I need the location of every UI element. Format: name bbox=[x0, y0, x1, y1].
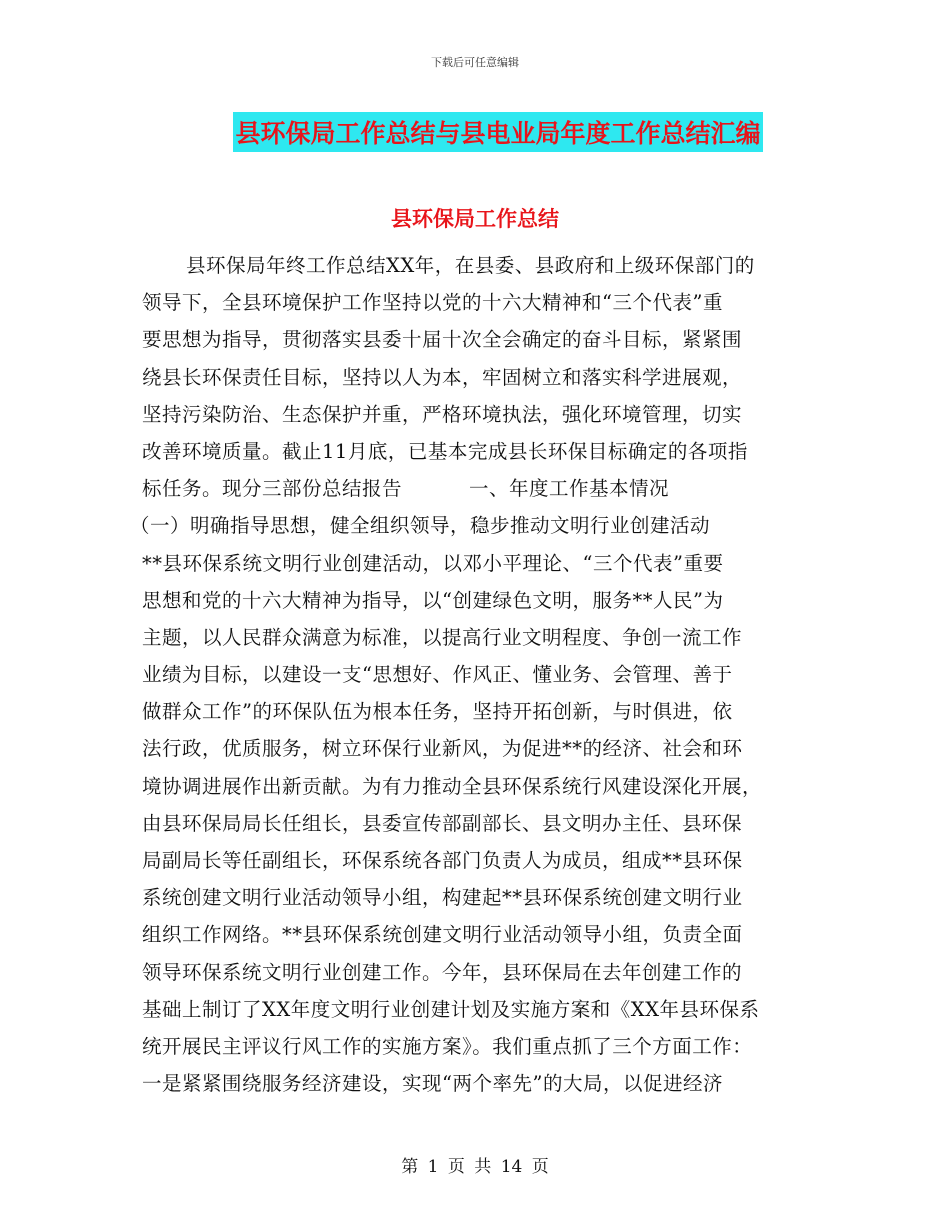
paragraph-line: 统开展民主评议行风工作的实施方案》。我们重点抓了三个方面工作： bbox=[142, 1034, 753, 1058]
paragraph-line: 领导环保系统文明行业创建工作。今年，县环保局在去年创建工作的 bbox=[142, 960, 743, 984]
paragraph-line: 绕县长环保责任目标，坚持以人为本，牢固树立和落实科学进展观， bbox=[142, 365, 743, 389]
paragraph-line: 一是紧紧围绕服务经济建设，实现“两个率先”的大局，以促进经济 bbox=[142, 1072, 723, 1096]
paragraph-line: 由县环保局局长任组长，县委宣传部副部长、县文明办主任、县环保 bbox=[142, 811, 743, 835]
paragraph-line: 标任务。现分三部份总结报告 一、年度工作基本情况 bbox=[142, 477, 669, 501]
paragraph-line: 县环保局年终工作总结XX年，在县委、县政府和上级环保部门的 bbox=[186, 254, 755, 277]
paragraph-line: 要思想为指导，贯彻落实县委十届十次全会确定的奋斗目标，紧紧围 bbox=[142, 328, 743, 352]
paragraph-line: 系统创建文明行业活动领导小组，构建起**县环保系统创建文明行业 bbox=[142, 886, 743, 910]
subsection-heading: （一）明确指导思想，健全组织领导，稳步推动文明行业创建活动 bbox=[130, 514, 711, 538]
paragraph-line: 境协调进展作出新贡献。为有力推动全县环保系统行风建设深化开展， bbox=[142, 774, 763, 798]
paragraph-line: 业绩为目标，以建设一支“思想好、作风正、懂业务、会管理、善于 bbox=[142, 663, 733, 687]
paragraph-line: 改善环境质量。截止11月底，已基本完成县长环保目标确定的各项指 bbox=[142, 439, 748, 463]
paragraph-line: 坚持污染防治、生态保护并重，严格环境执法，强化环境管理，切实 bbox=[142, 402, 743, 426]
section-title: 县环保局工作总结 bbox=[391, 207, 559, 231]
header-note: 下载后可任意编辑 bbox=[431, 56, 519, 69]
paragraph-line: 主题，以人民群众满意为标准，以提高行业文明程度、争创一流工作 bbox=[142, 625, 743, 649]
paragraph-line: 基础上制订了XX年度文明行业创建计划及实施方案和《XX年县环保系 bbox=[142, 997, 760, 1021]
paragraph-line: 思想和党的十六大精神为指导，以“创建绿色文明，服务**人民”为 bbox=[142, 588, 724, 612]
main-title: 县环保局工作总结与县电业局年度工作总结汇编 bbox=[233, 112, 762, 152]
page-footer: 第 1 页 共 14 页 bbox=[401, 1157, 549, 1177]
paragraph-line: 法行政，优质服务，树立环保行业新风，为促进**的经济、社会和环 bbox=[142, 737, 743, 761]
main-title-container bbox=[0, 112, 950, 152]
paragraph-line: 领导下，全县环境保护工作坚持以党的十六大精神和“三个代表”重 bbox=[142, 291, 723, 315]
paragraph-line: 做群众工作”的环保队伍为根本任务，坚持开拓创新，与时俱进，依 bbox=[142, 700, 733, 724]
paragraph-line: **县环保系统文明行业创建活动，以邓小平理论、“三个代表”重要 bbox=[142, 551, 724, 575]
paragraph-line: 局副局长等任副组长，环保系统各部门负责人为成员，组成**县环保 bbox=[142, 849, 743, 872]
body-text bbox=[130, 247, 812, 1102]
paragraph-line: 组织工作网络。**县环保系统创建文明行业活动领导小组，负责全面 bbox=[142, 923, 743, 947]
